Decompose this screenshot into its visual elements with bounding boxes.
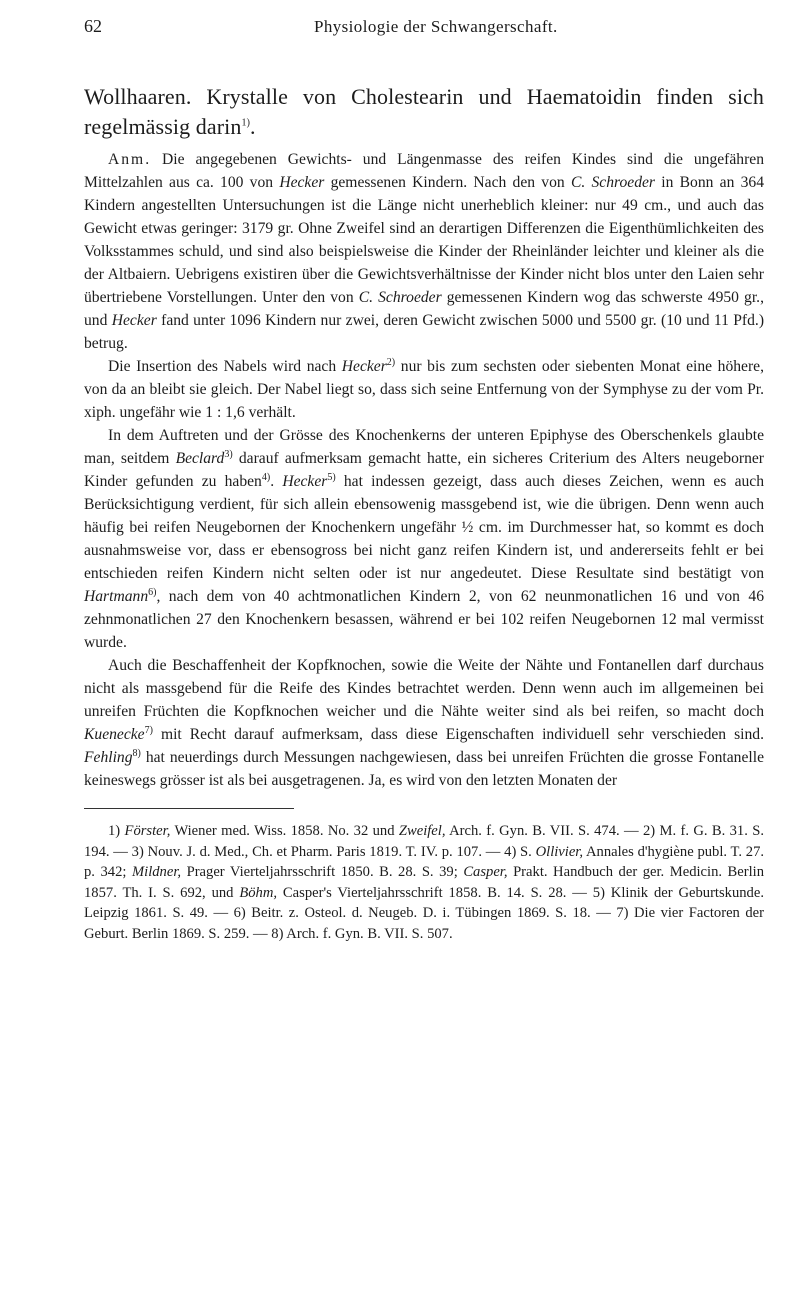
footnote-ref: 2) <box>386 356 396 368</box>
footnote-ref: 1) <box>241 117 251 129</box>
footnote-ref: 7) <box>144 724 153 736</box>
body-text: nur bis zum sechsten oder siebenten Monat eine höhere, von da an bleibt sie gleich. Der Nabel liegt so, dass sich seine Entfernung von der Symphyse zu der vom Pr. xiph. ungefähr wie 1 : 1,6 verhält. <box>84 358 764 421</box>
footnote-text: 6) Beitr. z. Osteol. d. Neugeb. D. i. Tübingen 1869. S. 18. — <box>233 905 611 921</box>
footnote-ref: 8) <box>132 747 141 759</box>
body-text: . <box>270 473 275 490</box>
footnote-author: Böhm, <box>239 884 278 901</box>
note-paragraph-3 <box>84 424 764 654</box>
author-name: Hecker <box>111 312 157 329</box>
footnote-text: 1) <box>108 823 121 839</box>
footnote-ref: 5) <box>327 471 336 483</box>
footnote-text: 3) Nouv. J. d. Med., Ch. et Pharm. Paris 1819. T. IV. p. 107. — <box>131 843 501 860</box>
page-number: 62 <box>84 16 102 36</box>
body-text: darauf aufmerksam gemacht hatte, ein sicheres Criterium des Alters neugeborner Kinder gefunden zu haben <box>84 450 764 490</box>
footnote-text: Arch. f. Gyn. B. VII. S. 474. — <box>449 823 639 839</box>
author-name: Kuenecke <box>84 726 145 743</box>
footnote-text: Annales d'hygiène publ. T. 27. p. 342; <box>84 843 765 880</box>
footnote-text: Casper's Vierteljahrsschrift 1858. B. 14. S. 28. — <box>282 884 587 901</box>
body-text: gemessenen Kindern wog das schwerste 4950 gr., und <box>84 289 764 329</box>
note-paragraph-2 <box>84 355 764 424</box>
footnote-author: Mildner, <box>131 864 182 880</box>
footnote-ref: 6) <box>148 586 157 598</box>
lead-text: Wollhaaren. Krystalle von Cholestearin und Haematoidin finden sich regelmässig darin <box>84 84 764 139</box>
author-name: Hecker <box>282 473 328 490</box>
author-name: Fehling <box>84 749 133 766</box>
footnotes <box>84 821 764 944</box>
footnote-divider <box>84 808 294 809</box>
note-paragraph-1 <box>84 148 764 355</box>
body-text: Auch die Beschaffenheit der Kopfknochen, sowie die Weite der Nähte und Fontanellen darf durchaus nicht als massgebend für die Reife des Kindes betrachtet werden. Denn wenn auch im allgemeinen bei unreifen Früchten die Kopfknochen weicher und die Nähte weiter sind als bei reifen, so macht doch <box>84 657 764 720</box>
footnote-ref: 3) <box>224 448 233 460</box>
body-text: in Bonn an 364 Kindern angestellten Untersuchungen ist die Länge nicht unerheblich kleiner: nur 49 cm., und auch das Gewicht etwas geringer: 3179 gr. Ohne Zweifel sind an derartigen Differenzen die Eigenthümlichkeiten des Volksstammes schuld, und sind also beispielsweise die Kinder der Rheinländer leichter und kleiner als die der Altbaiern. Uebrigens existiren über die Gewichtsverhältnisse der Kinder nicht blos unter den Laien sehr übertriebene Vorstellungen. Unter den von <box>84 174 765 306</box>
anm-label: Anm. <box>108 151 152 168</box>
page-header <box>84 16 764 60</box>
body-text: , nach dem von 40 achtmonatlichen Kindern 2, von 62 neunmonatlichen 16 und von 46 zehnmonatlichen 27 den Knochenkern besassen, während er bei 102 reifen Neugebornen 12 mal vermisst wurde. <box>84 588 764 651</box>
author-name: Hartmann <box>84 588 149 605</box>
body-text: Die Insertion des Nabels wird nach <box>108 358 337 375</box>
footnote-text: 5) Klinik der Geburtskunde. Leipzig 1861. S. 49. — <box>84 884 764 921</box>
footnote-ref: 4) <box>261 471 271 483</box>
footnote-text: Prager Vierteljahrsschrift 1850. B. 28. S. 39; <box>186 864 458 880</box>
body-text: fand unter 1096 Kindern nur zwei, deren Gewicht zwischen 5000 und 5500 gr. (10 und 11 Pfd.) betrug. <box>84 312 765 352</box>
author-name: C. Schroeder <box>570 174 656 191</box>
author-name: C. Schroeder <box>358 289 442 306</box>
note-paragraph-4 <box>84 654 764 792</box>
footnote-author: Förster, <box>124 823 171 839</box>
body-text: In dem Auftreten und der Grösse des Knochenkerns der unteren Epiphyse des Oberschenkels glaubte man, seitdem <box>84 427 764 467</box>
footnote-author: Ollivier, <box>535 843 584 860</box>
author-name: Hecker <box>279 174 325 191</box>
author-name: Beclard <box>175 450 225 467</box>
body-text: mit Recht darauf aufmerksam, dass diese Eigenschaften individuell sehr verschieden sind. <box>160 726 764 743</box>
footnote-author: Casper, <box>463 864 508 880</box>
body-text: Die angegebenen Gewichts- und Längenmasse des reifen Kindes sind die ungefähren Mittelzahlen aus ca. 100 von <box>84 151 765 191</box>
author-name: Hecker <box>341 358 387 375</box>
footnote-text: 7) Die vier Factoren der Geburt. Berlin 1869. S. 259. — <box>84 905 764 942</box>
body-text: hat neuerdings durch Messungen nachgewiesen, dass bei unreifen Früchten die grosse Fontanelle keineswegs grösser ist als bei ausgetragenen. Ja, es wird von den letzten Monaten der <box>84 749 764 789</box>
running-title: Physiologie der Schwangerschaft. <box>314 17 558 36</box>
footnote-text: Wiener med. Wiss. 1858. No. 32 und <box>174 823 395 839</box>
footnote-text: Prakt. Handbuch der ger. Medicin. Berlin 1857. Th. I. S. 692, und <box>84 864 765 901</box>
lead-paragraph: Wollhaaren. Krystalle von Cholestearin und Haematoidin finden sich regelmässig darin$^{1)}$. <box>84 84 764 139</box>
footnote-text: 4) S. <box>504 843 532 860</box>
footnote-text: 2) M. f. G. B. 31. S. 194. — <box>84 823 764 860</box>
body-text: hat indessen gezeigt, dass auch dieses Zeichen, wenn es auch Berücksichtigung verdient, für sich allein ebensowenig massgebend ist, wie die übrigen. Denn wenn auch häufig bei reifen Neugebornen der Knochenkern ungefähr ½ cm. im Durchmesser hat, so kommt es doch ausnahmsweise vor, dass er ebensogross bei nicht ganz reifen Kindern ist, und andererseits fehlt er bei entschieden reifen Kindern nicht selten oder ist nur angedeutet. Diese Resultate sind bestätigt von <box>84 473 765 582</box>
footnote-author: Zweifel, <box>398 823 446 839</box>
body-text: gemessenen Kindern. Nach den von <box>330 174 565 191</box>
footnote-text: 8) Arch. f. Gyn. B. VII. S. 507. <box>271 925 453 942</box>
